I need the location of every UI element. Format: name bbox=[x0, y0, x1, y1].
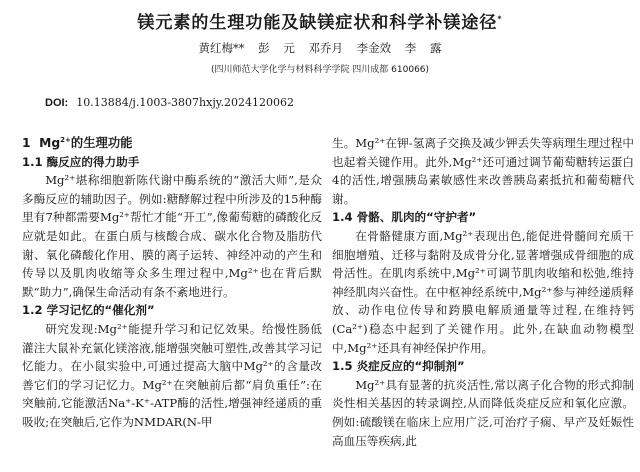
section-1-title-part-b: 的生理功能 bbox=[70, 136, 133, 150]
section-1-number: 1 bbox=[22, 136, 31, 150]
title-footnote-mark: * bbox=[497, 14, 503, 24]
doi-value[interactable]: 10.13884/j.1003-3807hxjy.2024120062 bbox=[76, 96, 294, 109]
section-1-4-paragraph: 在骨骼健康方面,Mg²⁺表现出色,能促进骨髓间充质干细胞增殖、迁移与黏附及成骨分化,显著增强成骨细胞的成骨活性。在肌肉系统中,Mg²⁺可调节肌肉收缩和松弛,维持神经肌肉兴奋性。在中枢神经系统中,Mg²⁺参与神经递质释放、动作电位传导和跨膜电解质通量等过程,在维持钙(Ca²⁺)稳态中起到了关键作用。此外,在缺血动物模型中,Mg²⁺还具有神经保护作用。 bbox=[332, 228, 634, 355]
authors-line: 黄红梅** 彭 元 邓乔月 李金效 李 露 bbox=[198, 41, 442, 55]
affiliation: (四川师范大学化学与材料科学学院 四川成都 610066) bbox=[210, 65, 430, 75]
right-column bbox=[332, 134, 634, 450]
section-1-2-heading: 1.2 学习记忆的“催化剂” bbox=[22, 303, 155, 318]
section-1-1-paragraph: Mg²⁺堪称细胞新陈代谢中酶系统的“激活大师”,是众多酶反应的辅助因子。例如:糖酵解过程中所涉及的15种酶里有7种都需要Mg²⁺帮忙才能“开工”,像葡萄糖的磷酸化反应就是如此。在蛋白质与核酸合成、碳水化合物及脂肪代谢、氧化磷酸化作用、膜的离子运转、神经冲动的产生和传导以及肌肉收缩等众多生理过程中,Mg²⁺也在背后默默“助力”,确保生命活动有条不紊地进行。 bbox=[22, 173, 322, 299]
section-1-heading bbox=[22, 134, 322, 153]
section-1-title-sup: 2+ bbox=[60, 135, 71, 144]
section-1-3-continuation: 生。Mg²⁺在钾-氢离子交换及减少钾丢失等病理生理过程中也起着关键作用。此外,Mg²⁺还可通过调节葡萄糖转运蛋白4的活性,增强胰岛素敏感性来改善胰岛素抵抗和葡萄糖代谢。 bbox=[332, 136, 634, 206]
section-1-5-heading: 1.5 炎症反应的“抑制剂” bbox=[332, 359, 465, 374]
section-1-2-paragraph: 研究发现:Mg²⁺能提升学习和记忆效果。给慢性肠低灌注大鼠补充氯化镁溶液,能增强突触可塑性,改善其学习记忆能力。在小鼠实验中,可通过提高大脑中Mg²⁺的含量改善它们的学习记忆力。Mg²⁺在突触前后都“肩负重任”:在突触前,它能激活Na⁺-K⁺-ATP酶的活性,增强神经递质的重吸收;在突触后,它作为NMDAR(N-甲 bbox=[22, 321, 322, 429]
title-text: 镁元素的生理功能及缺镁症状和科学补镁途径 bbox=[137, 13, 498, 33]
doi-label: DOI: bbox=[45, 97, 69, 109]
doi-line bbox=[45, 96, 294, 109]
section-1-1-heading: 1.1 酶反应的得力助手 bbox=[22, 154, 140, 169]
article-title bbox=[0, 8, 640, 33]
left-column bbox=[22, 134, 322, 432]
section-1-title-part-a: Mg bbox=[39, 136, 61, 150]
section-1-5-paragraph: Mg²⁺具有显著的抗炎活性,常以离子化合物的形式抑制炎性相关基因的转录调控,从而降低炎症反应和氧化应激。例如:硫酸镁在临床上应用广泛,可治疗子痫、早产及妊娠性高血压等疾病,此 bbox=[332, 377, 634, 448]
section-1-4-heading: 1.4 骨骼、肌肉的“守护者” bbox=[332, 210, 477, 225]
